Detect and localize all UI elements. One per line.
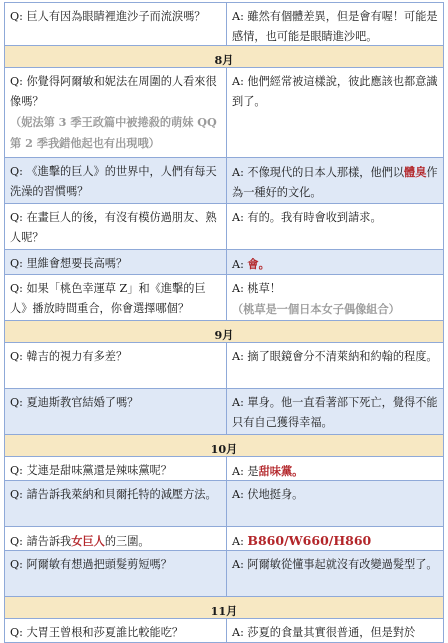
highlight-text: 會。 — [247, 257, 270, 271]
answer-note: （桃草是一個日本女子偶像組合） — [232, 302, 400, 316]
table-row — [4, 250, 444, 275]
table-row — [4, 343, 444, 389]
question-cell: Q: 韓吉的視力有多差？ — [5, 343, 227, 388]
question-cell: Q: 在畫巨人的後，有沒有模仿過朋友、熟人呢？ — [5, 204, 227, 249]
question-cell: Q: 夏迪斯教官結婚了嗎？ — [5, 389, 227, 434]
question-cell: Q: 阿爾敏有想過把頭髮剪短嗎？ — [5, 551, 227, 596]
answer-cell: A: 伏地挺身。 — [227, 481, 443, 526]
table-row — [4, 275, 444, 321]
answer-cell: A: B860/W660/H860 — [232, 533, 372, 548]
table-row — [4, 619, 444, 643]
question-note: （妮法第 3 季王政篇中被捲殺的萌妹 QQ第 2 季我錯他起也有出現哦） — [10, 115, 217, 150]
table-row — [4, 158, 444, 204]
answer-cell: A: 會。 — [227, 250, 443, 274]
question-cell: Q: 里維會想要長高嗎？ — [5, 250, 227, 274]
month-header — [4, 597, 444, 619]
answer-text: A: 桃草！ — [232, 282, 281, 295]
month-label: 9月 — [214, 328, 234, 342]
answer-cell: A: 有的。我有時會收到請求。 — [232, 211, 382, 224]
answer-cell — [227, 275, 443, 320]
table-row — [4, 389, 444, 435]
answer-cell: A: 不像現代的日本人那樣，他們以體臭作為一種好的文化。 — [227, 158, 443, 203]
table-row — [4, 481, 444, 527]
month-label: 11月 — [210, 604, 238, 618]
table-row — [4, 527, 444, 551]
answer-cell: A: 是甜味黨。 — [232, 464, 304, 478]
question-cell — [5, 68, 227, 157]
question-cell: Q: 請告訴我女巨人的三圍。 — [5, 527, 227, 550]
month-label: 8月 — [214, 53, 234, 67]
question-cell: Q: 請告訴我萊納和貝爾托特的減壓方法。 — [5, 481, 227, 526]
answer-cell: A: 單身。他一直看著部下死亡，覺得不能只有自己獲得幸福。 — [227, 389, 443, 434]
month-header — [4, 46, 444, 68]
month-header — [4, 435, 444, 457]
table-row — [4, 68, 444, 158]
question-cell: Q: 如果「桃色幸運草 Z」和《進擊的巨人》播放時間重合，你會選擇哪個？ — [5, 275, 227, 320]
answer-cell: A: 摘了眼鏡會分不清萊納和約翰的程度。 — [232, 350, 438, 363]
answer-cell: A: 他們經常被這樣說，彼此應該也都意識到了。 — [232, 75, 438, 108]
answer-cell: A: 雖然有個體差異，但是會有喔！可能是感情，也可能是眼睛進沙吧。 — [232, 10, 438, 43]
answer-cell: A: 莎夏的食量其實很普通，但是對於 — [232, 626, 416, 639]
highlight-text: 體臭 — [404, 165, 427, 179]
question-cell: Q: 巨人有因為眼睛裡進沙子而流淚嗎？ — [5, 3, 227, 45]
month-header — [4, 321, 444, 343]
month-label: 10月 — [210, 442, 238, 456]
table-row — [4, 204, 444, 250]
table-row — [4, 2, 444, 46]
question-cell: Q: 大胃王曾根和莎夏誰比較能吃？ — [5, 619, 227, 642]
qa-table — [4, 2, 444, 643]
question-text: Q: 你覺得阿爾敏和妮法在周圍的人看來很像嗎？ — [10, 75, 217, 108]
question-cell: Q: 艾連是甜味黨還是辣味黨呢？ — [5, 457, 227, 480]
answer-cell: A: 阿爾敏從懂事起就沒有改變過髮型了。 — [227, 551, 443, 596]
highlight-text: B860/W660/H860 — [247, 533, 372, 548]
highlight-text: 甜味黨。 — [258, 464, 304, 478]
question-cell: Q: 《進擊的巨人》的世界中，人們有每天洗澡的習慣嗎？ — [5, 158, 227, 203]
table-row — [4, 457, 444, 481]
highlight-text: 女巨人 — [71, 534, 105, 548]
table-row — [4, 551, 444, 597]
